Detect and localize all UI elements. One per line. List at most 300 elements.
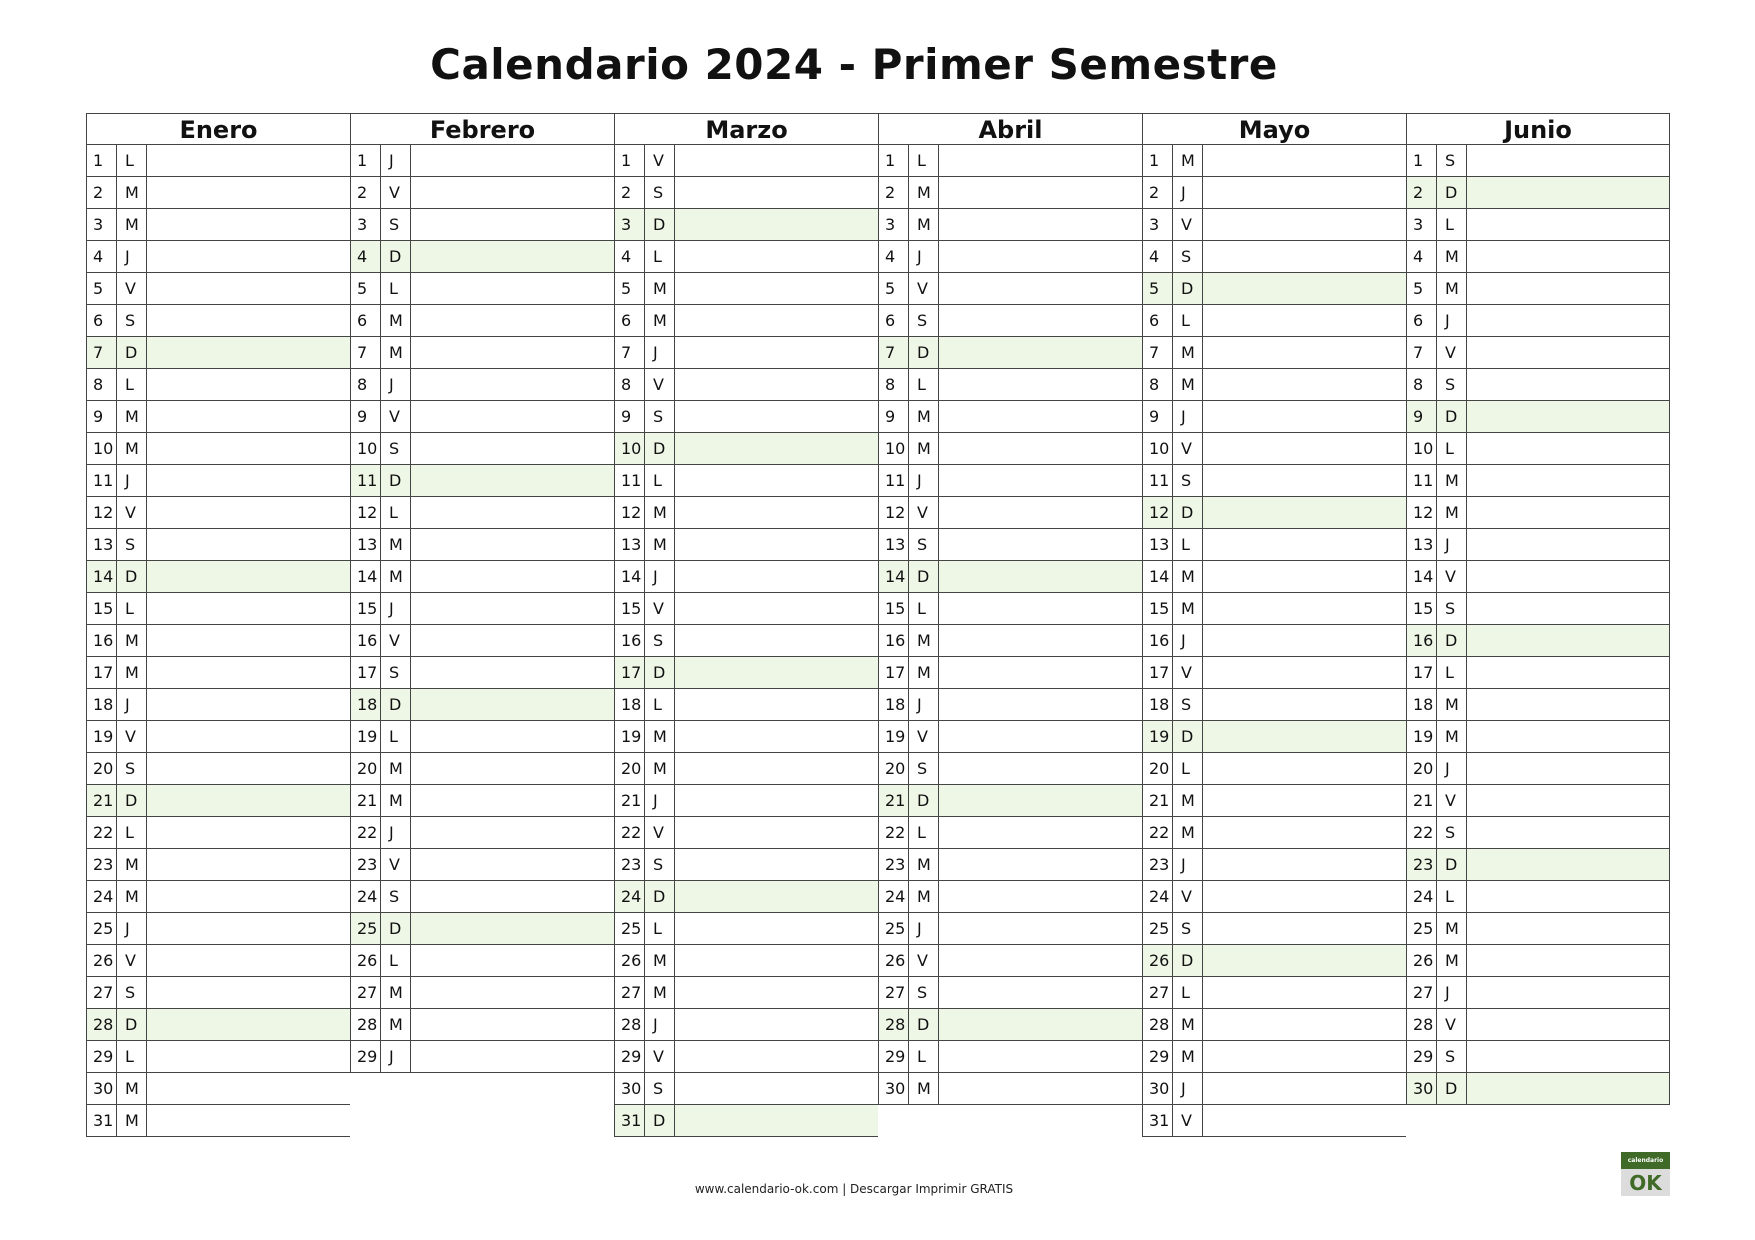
day-number: 26	[1407, 945, 1437, 976]
day-row	[86, 368, 350, 400]
day-number: 18	[87, 689, 117, 720]
day-number: 28	[351, 1009, 381, 1040]
day-number: 27	[879, 977, 909, 1008]
note-cell	[147, 337, 350, 368]
weekday-letter: J	[1437, 305, 1467, 336]
day-number: 17	[351, 657, 381, 688]
weekday-letter: D	[117, 785, 147, 816]
day-row	[86, 624, 350, 656]
note-cell	[1467, 465, 1669, 496]
day-number: 13	[879, 529, 909, 560]
day-number: 4	[879, 241, 909, 272]
note-cell	[1203, 241, 1406, 272]
weekday-letter: M	[381, 1009, 411, 1040]
day-number: 15	[1407, 593, 1437, 624]
weekday-letter: S	[1437, 145, 1467, 176]
day-row	[86, 816, 350, 848]
weekday-letter: V	[645, 593, 675, 624]
day-number: 11	[879, 465, 909, 496]
day-number: 25	[87, 913, 117, 944]
note-cell	[675, 785, 878, 816]
day-number: 22	[879, 817, 909, 848]
day-number: 6	[1143, 305, 1173, 336]
day-number: 3	[615, 209, 645, 240]
day-row	[1142, 784, 1406, 816]
day-number: 26	[1143, 945, 1173, 976]
note-cell	[939, 849, 1142, 880]
day-row	[1142, 176, 1406, 208]
weekday-letter: D	[1437, 177, 1467, 208]
day-number: 9	[351, 401, 381, 432]
note-cell	[1467, 497, 1669, 528]
weekday-letter: V	[645, 145, 675, 176]
day-number: 20	[1143, 753, 1173, 784]
note-cell	[1467, 753, 1669, 784]
day-number: 21	[1407, 785, 1437, 816]
weekday-letter: L	[1437, 433, 1467, 464]
note-cell	[939, 913, 1142, 944]
note-cell	[675, 305, 878, 336]
day-number: 5	[879, 273, 909, 304]
note-cell	[675, 1073, 878, 1104]
note-cell	[1467, 529, 1669, 560]
day-number: 29	[1143, 1041, 1173, 1072]
weekday-letter: J	[1173, 177, 1203, 208]
day-row	[86, 496, 350, 528]
weekday-letter: S	[645, 625, 675, 656]
weekday-letter: M	[381, 753, 411, 784]
day-number: 10	[87, 433, 117, 464]
weekday-letter: L	[909, 369, 939, 400]
weekday-letter: V	[117, 273, 147, 304]
day-row	[878, 816, 1142, 848]
weekday-letter: L	[1173, 305, 1203, 336]
day-number: 14	[87, 561, 117, 592]
weekday-letter: M	[909, 401, 939, 432]
day-row	[86, 208, 350, 240]
note-cell	[147, 177, 350, 208]
day-number: 4	[87, 241, 117, 272]
day-number: 13	[351, 529, 381, 560]
day-row	[878, 656, 1142, 688]
day-row	[350, 432, 614, 464]
note-cell	[1467, 817, 1669, 848]
day-row	[1406, 304, 1670, 336]
day-number: 19	[879, 721, 909, 752]
day-number: 12	[615, 497, 645, 528]
weekday-letter: J	[381, 593, 411, 624]
day-number: 19	[87, 721, 117, 752]
day-row	[1142, 528, 1406, 560]
day-row	[878, 496, 1142, 528]
note-cell	[1203, 177, 1406, 208]
weekday-letter: J	[1437, 753, 1467, 784]
weekday-letter: L	[1173, 529, 1203, 560]
note-cell	[147, 849, 350, 880]
day-row	[614, 272, 878, 304]
weekday-letter: M	[117, 209, 147, 240]
day-number: 23	[1143, 849, 1173, 880]
day-row	[1142, 240, 1406, 272]
note-cell	[1203, 337, 1406, 368]
weekday-letter: M	[381, 305, 411, 336]
day-number: 21	[87, 785, 117, 816]
note-cell	[1203, 625, 1406, 656]
day-row	[878, 144, 1142, 176]
note-cell	[1467, 305, 1669, 336]
note-cell	[939, 369, 1142, 400]
weekday-letter: J	[1173, 1073, 1203, 1104]
weekday-letter: L	[117, 817, 147, 848]
day-row	[1406, 944, 1670, 976]
note-cell	[939, 625, 1142, 656]
note-cell	[1467, 689, 1669, 720]
month-column-enero	[86, 113, 350, 1137]
weekday-letter: M	[1173, 337, 1203, 368]
day-number: 6	[351, 305, 381, 336]
note-cell	[675, 1105, 878, 1136]
note-cell	[1467, 881, 1669, 912]
day-number: 27	[1407, 977, 1437, 1008]
day-number: 16	[1407, 625, 1437, 656]
weekday-letter: M	[909, 657, 939, 688]
weekday-letter: V	[381, 401, 411, 432]
day-number: 27	[351, 977, 381, 1008]
note-cell	[675, 241, 878, 272]
weekday-letter: V	[381, 849, 411, 880]
day-row	[1406, 720, 1670, 752]
weekday-letter: M	[117, 1105, 147, 1136]
note-cell	[939, 977, 1142, 1008]
day-row	[614, 368, 878, 400]
note-cell	[411, 433, 614, 464]
day-row	[614, 240, 878, 272]
weekday-letter: D	[909, 561, 939, 592]
day-number: 26	[351, 945, 381, 976]
day-number: 24	[1143, 881, 1173, 912]
day-number: 16	[351, 625, 381, 656]
day-number: 31	[87, 1105, 117, 1136]
note-cell	[411, 1041, 614, 1072]
note-cell	[939, 1009, 1142, 1040]
day-number: 20	[615, 753, 645, 784]
day-row	[350, 912, 614, 944]
weekday-letter: V	[1173, 433, 1203, 464]
day-row	[614, 1072, 878, 1104]
day-row	[350, 400, 614, 432]
day-row	[614, 944, 878, 976]
day-row	[614, 432, 878, 464]
weekday-letter: D	[1437, 401, 1467, 432]
day-row	[1142, 400, 1406, 432]
day-number: 10	[351, 433, 381, 464]
day-row	[614, 208, 878, 240]
note-cell	[675, 913, 878, 944]
day-number: 14	[351, 561, 381, 592]
weekday-letter: S	[909, 305, 939, 336]
note-cell	[675, 721, 878, 752]
note-cell	[411, 305, 614, 336]
note-cell	[675, 625, 878, 656]
note-cell	[1467, 945, 1669, 976]
weekday-letter: S	[1437, 1041, 1467, 1072]
day-row	[1406, 976, 1670, 1008]
day-row	[86, 464, 350, 496]
logo-bottom-text: OK	[1621, 1169, 1670, 1196]
note-cell	[1203, 369, 1406, 400]
day-number: 20	[879, 753, 909, 784]
day-number: 15	[615, 593, 645, 624]
note-cell	[675, 977, 878, 1008]
day-number: 13	[1143, 529, 1173, 560]
day-number: 1	[1143, 145, 1173, 176]
note-cell	[1467, 977, 1669, 1008]
note-cell	[147, 465, 350, 496]
note-cell	[675, 689, 878, 720]
day-number: 29	[87, 1041, 117, 1072]
note-cell	[411, 593, 614, 624]
day-row	[1406, 784, 1670, 816]
weekday-letter: S	[645, 177, 675, 208]
note-cell	[147, 497, 350, 528]
note-cell	[147, 241, 350, 272]
day-number: 25	[1143, 913, 1173, 944]
day-row	[1142, 816, 1406, 848]
note-cell	[411, 625, 614, 656]
day-row	[350, 816, 614, 848]
weekday-letter: L	[117, 1041, 147, 1072]
day-row	[86, 432, 350, 464]
day-number: 12	[351, 497, 381, 528]
day-number: 7	[1143, 337, 1173, 368]
day-number: 30	[879, 1073, 909, 1104]
weekday-letter: V	[645, 369, 675, 400]
day-number: 1	[351, 145, 381, 176]
weekday-letter: S	[909, 753, 939, 784]
day-number: 24	[351, 881, 381, 912]
note-cell	[147, 881, 350, 912]
weekday-letter: L	[117, 593, 147, 624]
note-cell	[1203, 1105, 1406, 1136]
weekday-letter: M	[117, 625, 147, 656]
day-row	[1142, 944, 1406, 976]
weekday-letter: M	[117, 849, 147, 880]
weekday-letter: L	[1437, 881, 1467, 912]
weekday-letter: M	[909, 177, 939, 208]
day-number: 2	[615, 177, 645, 208]
weekday-letter: V	[1437, 561, 1467, 592]
day-row	[614, 560, 878, 592]
weekday-letter: L	[645, 465, 675, 496]
day-number: 30	[1407, 1073, 1437, 1104]
note-cell	[939, 1041, 1142, 1072]
day-number: 22	[351, 817, 381, 848]
day-row	[1142, 880, 1406, 912]
day-number: 28	[879, 1009, 909, 1040]
day-number: 12	[1143, 497, 1173, 528]
day-number: 9	[879, 401, 909, 432]
day-row	[350, 720, 614, 752]
weekday-letter: V	[1437, 337, 1467, 368]
weekday-letter: M	[117, 401, 147, 432]
day-number: 23	[351, 849, 381, 880]
day-number: 4	[351, 241, 381, 272]
weekday-letter: J	[645, 1009, 675, 1040]
day-row	[878, 560, 1142, 592]
note-cell	[675, 145, 878, 176]
weekday-letter: D	[117, 561, 147, 592]
day-number: 9	[1143, 401, 1173, 432]
note-cell	[939, 945, 1142, 976]
weekday-letter: M	[117, 433, 147, 464]
weekday-letter: L	[645, 913, 675, 944]
weekday-letter: V	[381, 177, 411, 208]
day-row	[1142, 592, 1406, 624]
day-number: 5	[351, 273, 381, 304]
day-row	[1142, 1072, 1406, 1104]
day-number: 6	[87, 305, 117, 336]
weekday-letter: J	[381, 817, 411, 848]
day-row	[350, 688, 614, 720]
day-row	[614, 624, 878, 656]
note-cell	[1467, 593, 1669, 624]
weekday-letter: V	[1173, 881, 1203, 912]
day-row	[1406, 496, 1670, 528]
weekday-letter: M	[645, 977, 675, 1008]
weekday-letter: M	[381, 561, 411, 592]
day-row	[1406, 336, 1670, 368]
weekday-letter: D	[645, 433, 675, 464]
day-number: 21	[615, 785, 645, 816]
day-row	[86, 688, 350, 720]
day-number: 26	[879, 945, 909, 976]
note-cell	[675, 561, 878, 592]
day-number: 24	[87, 881, 117, 912]
weekday-letter: S	[117, 977, 147, 1008]
day-row	[1142, 272, 1406, 304]
note-cell	[1203, 881, 1406, 912]
weekday-letter: V	[909, 721, 939, 752]
day-number: 8	[1143, 369, 1173, 400]
day-row	[1142, 752, 1406, 784]
weekday-letter: M	[909, 881, 939, 912]
day-row	[1406, 752, 1670, 784]
weekday-letter: S	[117, 529, 147, 560]
weekday-letter: V	[645, 817, 675, 848]
day-row	[878, 464, 1142, 496]
note-cell	[675, 433, 878, 464]
day-row	[1142, 1104, 1406, 1137]
note-cell	[675, 401, 878, 432]
weekday-letter: V	[117, 497, 147, 528]
note-cell	[411, 273, 614, 304]
day-row	[86, 272, 350, 304]
note-cell	[411, 945, 614, 976]
day-number: 27	[1143, 977, 1173, 1008]
day-number: 17	[87, 657, 117, 688]
note-cell	[675, 209, 878, 240]
note-cell	[411, 465, 614, 496]
day-number: 30	[615, 1073, 645, 1104]
weekday-letter: M	[909, 209, 939, 240]
month-header: Marzo	[614, 113, 878, 144]
note-cell	[147, 1073, 350, 1104]
note-cell	[1467, 913, 1669, 944]
note-cell	[147, 817, 350, 848]
weekday-letter: M	[1437, 945, 1467, 976]
note-cell	[1203, 689, 1406, 720]
day-row	[1406, 624, 1670, 656]
note-cell	[411, 689, 614, 720]
weekday-letter: J	[1437, 529, 1467, 560]
day-number: 8	[351, 369, 381, 400]
day-row	[614, 752, 878, 784]
day-row	[1406, 880, 1670, 912]
day-row	[1406, 240, 1670, 272]
note-cell	[1203, 145, 1406, 176]
day-row	[614, 880, 878, 912]
day-number: 16	[87, 625, 117, 656]
weekday-letter: D	[117, 337, 147, 368]
weekday-letter: M	[381, 529, 411, 560]
note-cell	[147, 593, 350, 624]
weekday-letter: M	[645, 273, 675, 304]
day-row	[1142, 848, 1406, 880]
day-row	[614, 784, 878, 816]
day-number: 4	[1143, 241, 1173, 272]
note-cell	[1203, 945, 1406, 976]
day-number: 16	[615, 625, 645, 656]
day-number: 6	[879, 305, 909, 336]
day-number: 9	[87, 401, 117, 432]
day-number: 19	[351, 721, 381, 752]
day-row	[86, 784, 350, 816]
weekday-letter: S	[909, 529, 939, 560]
month-column-junio	[1406, 113, 1670, 1137]
day-row	[350, 656, 614, 688]
weekday-letter: M	[1173, 145, 1203, 176]
note-cell	[675, 273, 878, 304]
day-row	[878, 848, 1142, 880]
weekday-letter: V	[381, 625, 411, 656]
day-row	[1142, 560, 1406, 592]
day-row	[1142, 144, 1406, 176]
day-number: 13	[615, 529, 645, 560]
note-cell	[939, 465, 1142, 496]
note-cell	[939, 785, 1142, 816]
day-row	[86, 720, 350, 752]
note-cell	[675, 753, 878, 784]
note-cell	[1467, 177, 1669, 208]
day-number: 2	[351, 177, 381, 208]
weekday-letter: M	[909, 625, 939, 656]
weekday-letter: D	[381, 913, 411, 944]
brand-logo[interactable]	[1621, 1152, 1670, 1196]
note-cell	[675, 465, 878, 496]
day-row	[1406, 912, 1670, 944]
weekday-letter: S	[909, 977, 939, 1008]
day-number: 14	[615, 561, 645, 592]
note-cell	[147, 721, 350, 752]
note-cell	[411, 529, 614, 560]
day-number: 8	[1407, 369, 1437, 400]
day-row	[86, 1104, 350, 1137]
weekday-letter: V	[117, 721, 147, 752]
note-cell	[1467, 1041, 1669, 1072]
weekday-letter: M	[381, 785, 411, 816]
note-cell	[1203, 1073, 1406, 1104]
weekday-letter: L	[381, 721, 411, 752]
